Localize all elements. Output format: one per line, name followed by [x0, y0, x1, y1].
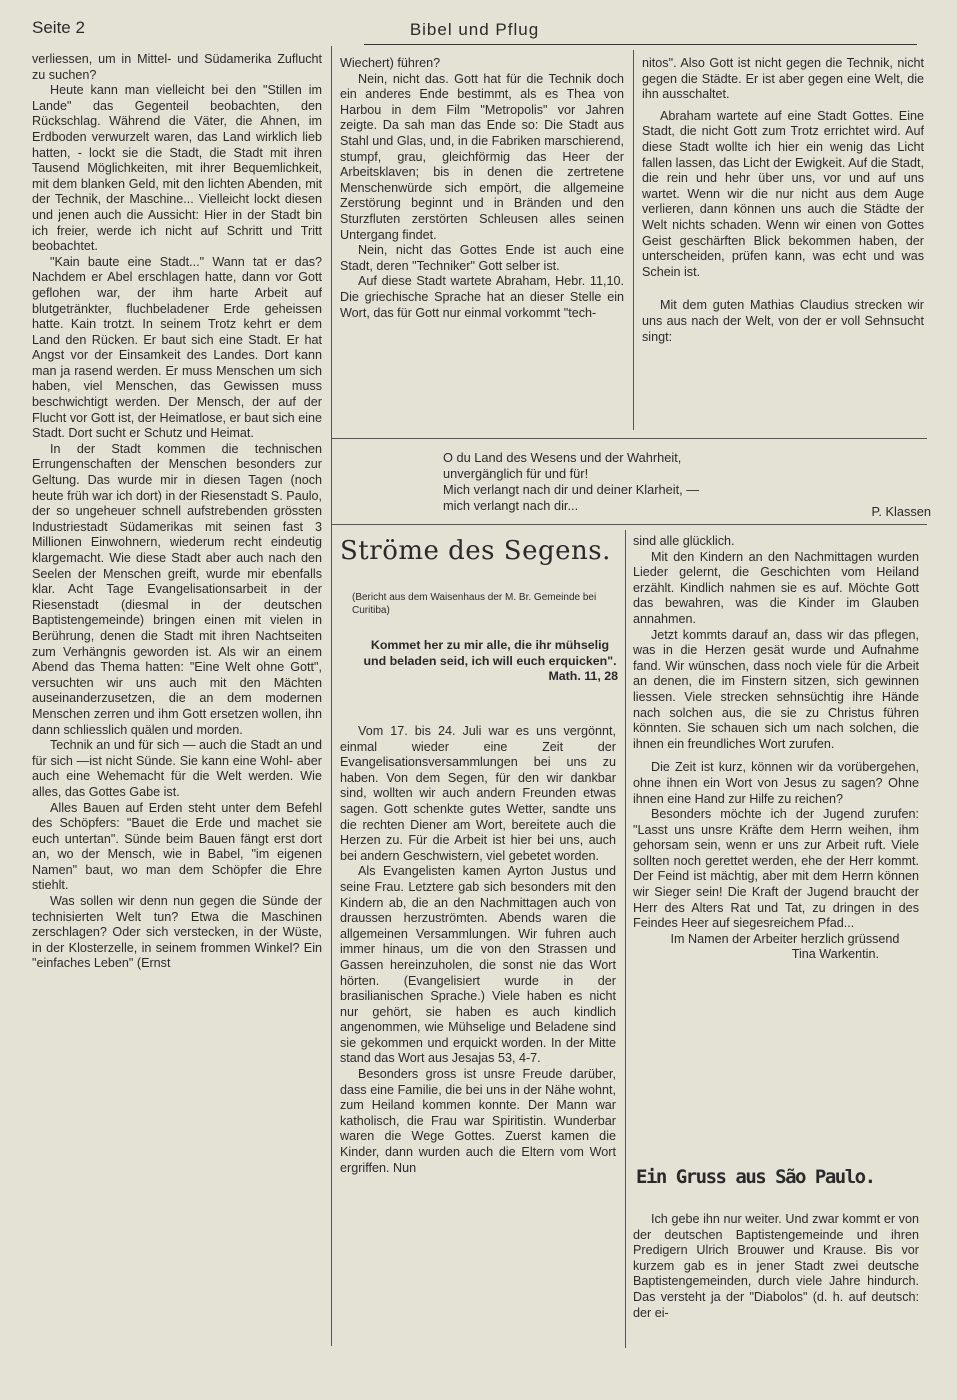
gruss-paragraph: Ich gebe ihn nur weiter. Und zwar kommt er von der deutschen Baptistengemeinde und ihren Predigern Ulrich Brouwer und Krause. Bis vor kurzem gab es in jener Stadt zwei deutsche Baptistengemeinden, durch viele Jahre hindurch. Das versteht ja der "Diabolos" (d. h. auf deutsch: der ei- [633, 1212, 919, 1320]
poem-line: O du Land des Wesens und der Wahrheit, [443, 450, 682, 465]
bible-verse [362, 638, 618, 685]
right-upper-column [642, 56, 924, 345]
left-column [32, 52, 322, 972]
verse-text: Kommet her zu mir alle, die ihr mühselig und beladen seid, ich will euch erquicken". [363, 638, 617, 668]
gruss-title: Ein Gruss aus São Paulo. [636, 1166, 875, 1188]
middle-paragraph: Nein, nicht das. Gott hat für die Technik doch ein anderes Ende bestimmt, als es Thea von Harbou in dem Film "Metropolis" vor Jahren zeigte. Da sah man das Ende so: Die Stadt aus Stahl und Glas, und, in die Fabriken marschierend, stumpf, grau, gleichförmig das Heer der Arbeitsklaven; bis in denen die zertretene Menschenwürde sich empört, die allgemeine Zerstörung beginnt und in Bränden und den Sturzfluten zerstörten Schleusen alles seinen Untergang findet. [340, 71, 624, 242]
verse-reference: Math. 11, 28 [548, 669, 618, 684]
article-paragraph: sind alle glücklich. [633, 534, 735, 548]
poem-line: unvergänglich für und für! [443, 466, 589, 481]
page-header [32, 14, 917, 48]
running-title: Bibel und Pflug [409, 20, 540, 39]
middle-paragraph: Nein, nicht das Gottes Ende ist auch eine Stadt, deren "Techniker" Gott selber ist. [340, 243, 624, 273]
section-rule [331, 438, 927, 439]
left-paragraph: Was sollen wir denn nun gegen die Sünde der technisierten Welt tun? Etwa die Maschinen zerschlagen? Oder sich verstecken, in der Wüste, in der Klosterzelle, in seinem frommen Winkel? Ein "einfaches Leben" (Ernst [32, 894, 322, 971]
right-paragraph: nitos". Also Gott ist nicht gegen die Technik, nicht gegen die Städte. Er ist aber gegen eine Welt, die ihn ausschaltet. [642, 56, 924, 102]
right-lower-column [633, 534, 919, 963]
poem-author: P. Klassen [871, 504, 931, 519]
column-rule-lower-right [625, 530, 626, 1348]
gruss-column [633, 1212, 919, 1321]
article-paragraph: Besonders gross ist unsre Freude darüber, dass eine Familie, die bei uns in der Nähe wohnt, zum Heiland kommen konnte. Der Mann war katholisch, die Frau war Spiritistin. Wunderbar waren die Wege Gottes. Zuerst kamen die Kinder, dann wurden auch die Eltern vom Wort ergriffen. Nun [340, 1067, 616, 1175]
left-paragraph: verliessen, um in Mittel- und Südamerika Zuflucht zu suchen? [32, 52, 322, 82]
article-paragraph: Im Namen der Arbeiter herzlich grüssend [670, 931, 900, 946]
right-paragraph: Mit dem guten Mathias Claudius strecken wir uns aus nach der Welt, von der er voll Sehnsucht singt: [642, 298, 924, 344]
article-paragraph: Mit den Kindern an den Nachmittagen wurden Lieder gelernt, die Geschichten vom Heiland erzählt. Kindlich nahmen sie es auf. Möchte Gott das bewahren, was die Kinder im Glauben annahmen. [633, 549, 919, 626]
middle-lower-column [340, 724, 616, 1176]
column-rule-left [331, 46, 332, 1346]
left-paragraph: Heute kann man vielleicht bei den "Stillen im Lande" das Gegenteil beobachten, den Rückschlag. Während die Väter, die Ahnen, im Erdboden verwurzelt waren, das Land wirklich lieb hatten, - lockt sie die Stadt, die Stadt mit ihren Tausend Möglichkeiten, mit ihrer Bequemlichkeit, mit dem blanken Geld, mit den lichten Abenden, mit der Technik, der Maschine... Vielleicht lockt diesen und jenen auch die Aussicht: Hier in der Stadt bin ich freier, werde ich nicht auf Schritt und Tritt beobachtet. [32, 83, 322, 254]
article-paragraph: Vom 17. bis 24. Juli war es uns vergönnt, einmal wieder eine Zeit der Evangelisationsversammlungen bei uns zu haben. Von dem Segen, für den wir dankbar sind, wollten wir auch andern Freunden etwas sagen. Gott schenkte gutes Wetter, sandte uns die rechten Diener am Wort, bereitete auch die Herzen zu. Für die Arbeit ist hier bei uns, auch bei andern Geschwistern, viel gebetet worden. [340, 724, 616, 863]
middle-upper-column [340, 56, 624, 321]
header-rule [364, 44, 917, 45]
column-rule-upper-right [633, 50, 634, 430]
left-paragraph: In der Stadt kommen die technischen Errungenschaften der Menschen besonders zur Geltung. Das wurde mir in diesen Tagen (noch heute früh war ich dort) in der Riesenstadt S. Paulo, der so ungeheuer schnell aufstrebenden grössten Industriestadt Südamerikas mit seinen fast 3 Millionen Einwohnern, wiederum recht eindeutig klargemacht. Wie diese Stadt aber auch nach den Seelen der Menschen greift, wurde mir ebenfalls klar. Acht Tage Evangelisationsarbeit in der Riesenstadt (diesmal in der deutschen Baptistengemeinde) bringen einen mit vielen in Berührung, denen die Stadt mit ihren Nachtseiten zum Verhängnis geworden ist. Als wir an einem Abend das Thema hatten: "Eine Welt ohne Gott", versuchten wir uns auch mit den Mächten auseinanderzusetzen, die an dem modernen Menschen zerren und ihm Gott ersetzen wollen, ihn dann schliesslich quälen und morden. [32, 441, 322, 737]
left-paragraph: Technik an und für sich — auch die Stadt an und für sich —ist nicht Sünde. Sie kann eine Wohl- aber auch eine Wehemacht für die Welt werden. Wie alles, das Gottes Gabe ist. [32, 738, 322, 799]
poem-line: Mich verlangt nach dir und deiner Klarheit, — [443, 482, 700, 497]
article-paragraph: Als Evangelisten kamen Ayrton Justus und seine Frau. Letztere gab sich besonders mit den Kindern ab, die an den Nachmittagen auch von draussen herzuströmten. Abends waren die allgemeinen Versammlungen. Wir fuhren auch immer hinaus, um die von den Strassen und Gassen hereinzuholen, die sonst nie das Wort hörten. (Evangelisiert wurde in der brasilianischen Sprache.) Viele haben es nicht nur gehört, sie haben es auch kindlich angenommen, wie Mühselige und Beladene sind sie gekommen und erquickt worden. In der Mitte stand das Wort aus Jesajas 53, 4-7. [340, 864, 616, 1066]
middle-paragraph: Wiechert) führen? [340, 56, 441, 70]
article-signature: Tina Warkentin. [791, 947, 879, 962]
right-paragraph: Abraham wartete auf eine Stadt Gottes. Eine Stadt, die nicht Gott zum Trotz errichtet wird. Auf diese Stadt wollte ich hier ein wenig das Licht fallen lassen, das Licht der Ewigkeit. Auf die Stadt, die rein und hehr über uns, vor und auf uns wartet. Wenn wir die nur nicht aus dem Auge verlieren, dann können uns auch die Städte der Welt nichts schaden. Wenn wir einen von Gottes Geist geschärften Blick bekommen haben, der unterscheiden, prüfen kann, was echt und was Schein ist. [642, 108, 924, 279]
article-paragraph: Jetzt kommts darauf an, dass wir das pflegen, was in die Herzen gesät wurde und Aufnahme fand. Wir wünschen, dass noch viele für die Arbeit an denen, die im Finstern sitzen, sich gewinnen liessen. Viele strecken sehnsüchtig ihre Hände nach solchen aus, die sie zu Christus führen könnten. Sie schauen sich um nach solchen, die ihnen ein freundliches Wort zurufen. [633, 627, 919, 751]
article-subtitle: (Bericht aus dem Waisenhaus der M. Br. Gemeinde bei Curitiba) [352, 592, 597, 616]
section-rule [331, 524, 927, 525]
article-paragraph: Besonders möchte ich der Jugend zurufen: "Lasst uns unsre Kräfte dem Herrn weihen, ihm gehorsam sein, wenn er uns zur Arbeit ruft. Viele sollten noch gerettet werden, ehe der Herr kommt. Der Feind ist mächtig, aber mit dem Herrn können wir Sieger sein! Die Kraft der Jugend braucht der Herr des Alters Rat und Tat, zu dringen in des Feindes Heer auf siegesreichem Pfad... [633, 807, 919, 931]
poem-line: mich verlangt nach dir... [443, 498, 579, 513]
middle-paragraph: Auf diese Stadt wartete Abraham, Hebr. 11,10. Die griechische Sprache hat an dieser Stelle ein Wort, das für Gott nur einmal vorkommt "tech- [340, 274, 624, 320]
page-number: Seite 2 [32, 18, 85, 37]
article-title: Ströme des Segens. [340, 536, 611, 566]
left-paragraph: "Kain baute eine Stadt..." Wann tat er das? Nachdem er Abel erschlagen hatte, dann vor Gott geflohen war, der ihm harte Arbeit auf blutgetränkter, fluchbeladener Erde geheissen hatte. Kain trotzt. In seinem Trotz kehrt er dem Land den Rücken. Er baut sich eine Stadt. Er hat Angst vor der Einsamkeit des Landes. Dort kann man ja rasend werden. Er muss Menschen um sich haben, viel Menschen, das Gewissen muss beschwichtigt werden. Der Mensch, der auf der Flucht vor Gott ist, der Heimatlose, er baut sich eine Stadt. Dort sucht er Schutz und Heimat. [32, 254, 322, 441]
poem [443, 450, 931, 519]
left-paragraph: Alles Bauen auf Erden steht unter dem Befehl des Schöpfers: "Bauet die Erde und machet sie euch untertan". Sünde beim Bauen fängt erst dort an, wo der Mensch, wie in Babel, "im eigenen Namen" baut, wo man dem Schöpfer die Ehre stiehlt. [32, 800, 322, 893]
article-paragraph: Die Zeit ist kurz, können wir da vorübergehen, ohne ihnen ein Wort von Jesus zu sagen? Ohne ihnen eine Hand zur Hilfe zu reichen? [633, 760, 919, 806]
